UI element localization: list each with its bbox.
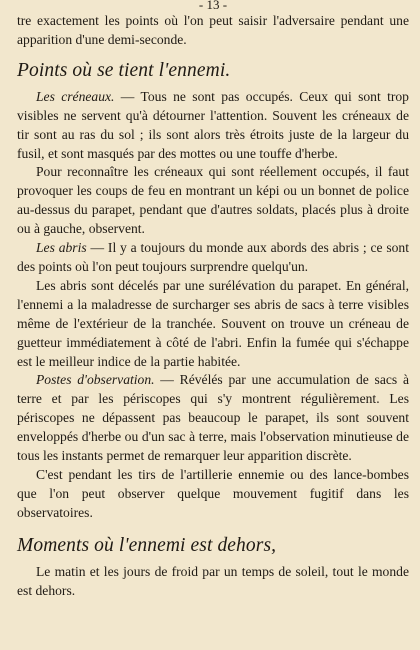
paragraph-abris-deceles: Les abris sont décelés par une surélévation du parapet. En général, l'ennemi a la maladresse de surcharger ses abris de sacs à terre visibles même de l'extérieur de la tranchée. Souvent on trouve un créneau de guetteur immédiatement à côté de l'abri. Enfin la fumée qui s'échappe est le meilleur indice de la partie habitée. [17, 277, 409, 369]
intro-paragraph: tre exactement les points où l'on peut saisir l'adversaire pendant une apparition d'une demi-seconde. [17, 13, 409, 47]
paragraph-matin: Le matin et les jours de froid par un temps de soleil, tout le monde est dehors. [17, 563, 409, 598]
section-heading-points: Points où se tient l'ennemi. [17, 59, 231, 81]
text-creneaux: — Tous ne sont pas occupés. Ceux qui sont trop visibles ne servent qu'à détourner l'attention. Souvent les créneaux de tir sont au ras du sol ; ils sont alors très étroits juste de la largeur du fusil, et sont masqués par des mottes ou une touffe d'herbe. [17, 88, 409, 161]
paragraph-creneaux [17, 88, 409, 164]
lead-postes: Postes d'observation. [36, 372, 155, 388]
section-heading-moments: Moments où l'ennemi est dehors, [17, 534, 277, 556]
page-number: - 13 - [198, 0, 228, 12]
text-postes: — Révélés par une accumulation de sacs à terre et par les périscopes qui s'y montrent régulièrement. Les périscopes ne dépassent pas beaucoup le parapet, ils sont souvent enveloppés d'herbe ou d'un sac à terre, mais l'observation minutieuse de tous les instants permet de remarquer leur apparition discrète. [17, 372, 409, 464]
paragraph-artillerie: C'est pendant les tirs de l'artillerie ennemie ou des lance-bombes que l'on peut observer quelque mouvement fugitif dans les observatoires. [17, 466, 409, 520]
paragraph-abris [17, 239, 409, 277]
paragraph-postes [17, 371, 409, 466]
lead-abris: Les abris [36, 240, 87, 256]
text-abris: — Il y a toujours du monde aux abords des abris ; ce sont des points où l'on peut toujours surprendre quelqu'un. [17, 240, 410, 274]
lead-creneaux: Les créneaux. [36, 88, 115, 104]
paragraph-reconnaitre: Pour reconnaître les créneaux qui sont réellement occupés, il faut provoquer les coups de feu en montrant un képi ou un bonnet de police au-dessus du parapet, pendant que d'autres soldats, placés plus à droite ou à gauche, observent. [17, 164, 409, 237]
